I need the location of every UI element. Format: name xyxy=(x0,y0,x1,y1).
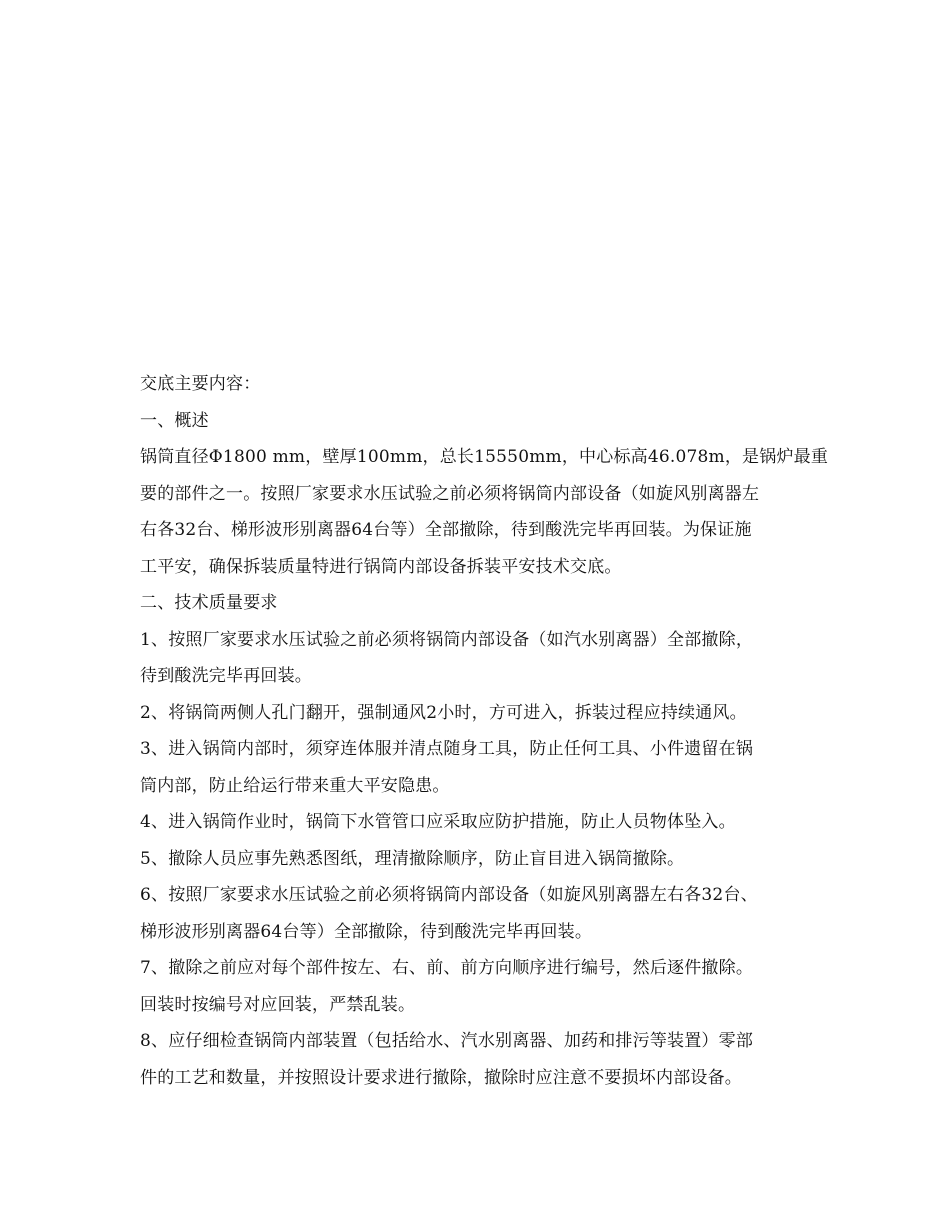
list-item-line: 5、撤除人员应事先熟悉图纸，理清撤除顺序，防止盲目进入锅筒撤除。 xyxy=(140,848,685,869)
list-item-line: 梯形波形别离器64台等）全部撤除，待到酸洗完毕再回装。 xyxy=(140,921,593,942)
list-item-line: 件的工艺和数量，并按照设计要求进行撤除，撤除时应注意不要损坏内部设备。 xyxy=(140,1067,742,1088)
list-item-line: 6、按照厂家要求水压试验之前必须将锅筒内部设备（如旋风别离器左右各32台、 xyxy=(140,885,758,905)
paragraph-line: 要的部件之一。按照厂家要求水压试验之前必须将锅筒内部设备（如旋风别离器左 xyxy=(140,483,760,504)
list-item-line: 4、进入锅筒作业时，锅筒下水管管口应采取应防护措施，防止人员物体坠入。 xyxy=(140,812,736,832)
document-body xyxy=(140,366,829,1096)
section-heading-overview: 一、概述 xyxy=(140,410,209,431)
list-item-line: 1、按照厂家要求水压试验之前必须将锅筒内部设备（如汽水别离器）全部撤除， xyxy=(140,629,754,650)
list-item-line: 8、应仔细检查锅筒内部装置（包括给水、汽水别离器、加药和排污等装置）零部 xyxy=(140,1031,754,1051)
section-heading-requirements: 二、技术质量要求 xyxy=(140,593,278,613)
paragraph-line: 工平安，确保拆装质量特进行锅筒内部设备拆装平安技术交底。 xyxy=(140,556,622,577)
paragraph-line: 右各32台、梯形波形别离器64台等）全部撤除，待到酸洗完毕再回装。为保证施 xyxy=(140,520,752,540)
list-item-line: 2、将锅筒两侧人孔门翻开，强制通风2小时，方可进入，拆装过程应持续通风。 xyxy=(140,702,747,723)
list-item-line: 回装时按编号对应回装，严禁乱装。 xyxy=(140,994,416,1015)
list-item-line: 7、撤除之前应对每个部件按左、右、前、前方向顺序进行编号，然后逐件撤除。 xyxy=(140,958,754,978)
list-item-line: 3、进入锅筒内部时，须穿连体服并清点随身工具，防止任何工具、小件遗留在锅 xyxy=(140,739,754,759)
section-intro-heading: 交底主要内容： xyxy=(140,374,261,394)
list-item-line: 待到酸洗完毕再回装。 xyxy=(140,666,312,686)
list-item-line: 筒内部，防止给运行带来重大平安隐患。 xyxy=(140,775,450,796)
paragraph-line: 锅筒直径Φ1800 mm，壁厚100mm，总长15550mm，中心标高46.078m，是锅炉最重 xyxy=(140,447,829,467)
